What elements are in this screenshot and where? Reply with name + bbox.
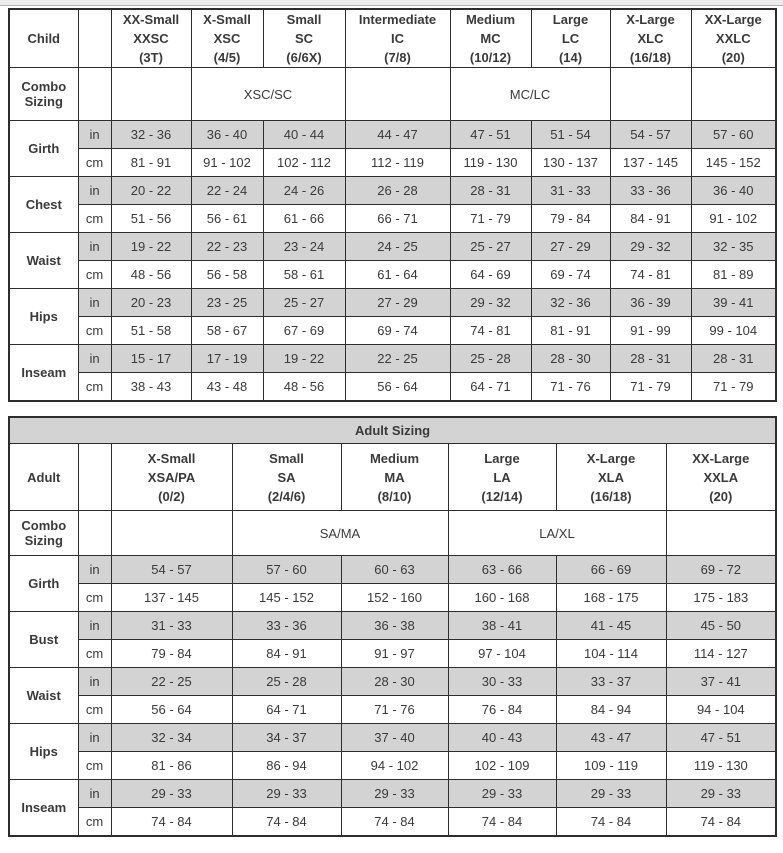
adult-measure-in-row [9,724,776,752]
size-value-cell: 104 - 114 [556,640,666,668]
size-name: X-Large [626,12,675,27]
child-header-row [9,9,776,68]
size-value-cell: 69 - 74 [531,261,610,289]
measurement-label: Girth [9,556,78,612]
size-value-cell: 36 - 40 [191,121,263,149]
child-measure-cm-row [9,261,776,289]
size-value-cell: 24 - 26 [263,177,345,205]
size-value-cell: 91 - 97 [341,640,448,668]
size-value-cell: 84 - 91 [610,205,691,233]
size-value-cell: 28 - 31 [691,345,776,373]
size-column-header [531,9,610,68]
unit-label-cm: cm [78,205,111,233]
size-column-header [345,9,450,68]
table-title: Adult Sizing [9,417,776,444]
unit-spacer-cell [78,68,111,121]
size-value-cell: 145 - 152 [691,149,776,177]
size-value-cell: 33 - 36 [610,177,691,205]
size-range: (10/12) [469,50,512,65]
size-column-header [666,444,776,511]
size-value-cell: 36 - 39 [610,289,691,317]
size-code: XLA [598,469,624,485]
size-value-cell: 74 - 84 [111,808,232,836]
size-value-cell: 71 - 79 [610,373,691,401]
size-value-cell: 64 - 71 [232,696,341,724]
size-value-cell: 33 - 37 [556,668,666,696]
size-range: (16/18) [629,50,672,65]
size-name: XX-Large [704,12,762,27]
measurement-label: Waist [9,668,78,724]
size-value-cell: 74 - 84 [556,808,666,836]
size-range: (20) [709,488,733,504]
adult-header-row [9,444,776,511]
child-measure-cm-row [9,317,776,345]
unit-header-cell [78,444,111,511]
measurement-label: Hips [9,724,78,780]
adult-measure-in-row [9,612,776,640]
size-value-cell: 81 - 89 [691,261,776,289]
size-value-cell: 51 - 56 [111,205,191,233]
size-name: Medium [369,450,420,466]
unit-label-cm: cm [78,752,111,780]
size-column-header [341,444,448,511]
size-range: (2/4/6) [267,488,306,504]
measurement-label: Inseam [9,780,78,836]
adult-title-row [9,417,776,444]
adult-measure-in-row [9,668,776,696]
size-value-cell: 56 - 64 [345,373,450,401]
size-value-cell: 25 - 27 [263,289,345,317]
size-value-cell: 56 - 58 [191,261,263,289]
size-value-cell: 57 - 60 [232,556,341,584]
size-value-cell: 66 - 69 [556,556,666,584]
unit-label-cm: cm [78,373,111,401]
size-value-cell: 94 - 102 [341,752,448,780]
size-code: LC [561,31,580,46]
size-name: X-Small [147,450,196,466]
size-value-cell: 81 - 86 [111,752,232,780]
unit-label-cm: cm [78,696,111,724]
size-value-cell: 137 - 145 [111,584,232,612]
size-name: Large [484,450,520,466]
size-value-cell: 112 - 119 [345,149,450,177]
size-value-cell: 36 - 40 [691,177,776,205]
size-value-cell: 86 - 94 [232,752,341,780]
adult-measure-cm-row [9,696,776,724]
unit-label-cm: cm [78,640,111,668]
size-value-cell: 20 - 22 [111,177,191,205]
size-name: X-Large [586,450,636,466]
combo-sizing-label: Combo Sizing [9,511,78,556]
size-value-cell: 48 - 56 [263,373,345,401]
size-value-cell: 29 - 33 [232,780,341,808]
size-code: XSA/PA [147,469,196,485]
measurement-label: Inseam [9,345,78,401]
combo-value-cell: MC/LC [450,68,610,121]
size-range: (6/6X) [286,50,322,65]
size-value-cell: 48 - 56 [111,261,191,289]
unit-label-cm: cm [78,261,111,289]
top-divider-bar [0,0,783,6]
unit-header-cell [78,9,111,68]
unit-label-cm: cm [78,149,111,177]
adult-measure-cm-row [9,584,776,612]
size-value-cell: 71 - 76 [531,373,610,401]
size-column-header [232,444,341,511]
size-value-cell: 32 - 36 [111,121,191,149]
size-value-cell: 56 - 64 [111,696,232,724]
unit-label-in: in [78,233,111,261]
size-value-cell: 38 - 41 [448,612,556,640]
size-code: MC [480,31,501,46]
size-range: (20) [721,50,745,65]
size-code: IC [391,31,404,46]
size-name: Large [552,12,589,27]
size-name: Small [286,12,322,27]
size-value-cell: 74 - 81 [610,261,691,289]
size-column-header [111,444,232,511]
child-measure-in-row [9,233,776,261]
adult-measure-cm-row [9,752,776,780]
child-group-label: Child [9,9,78,68]
combo-value-cell: SA/MA [232,511,448,556]
size-value-cell: 29 - 33 [666,780,776,808]
size-value-cell: 26 - 28 [345,177,450,205]
adult-measure-in-row [9,556,776,584]
size-value-cell: 25 - 28 [232,668,341,696]
size-value-cell: 54 - 57 [111,556,232,584]
size-value-cell: 24 - 25 [345,233,450,261]
size-value-cell: 19 - 22 [111,233,191,261]
size-value-cell: 37 - 40 [341,724,448,752]
size-value-cell: 43 - 48 [191,373,263,401]
size-column-header [610,9,691,68]
size-value-cell: 145 - 152 [232,584,341,612]
size-value-cell: 97 - 104 [448,640,556,668]
unit-label-cm: cm [78,808,111,836]
child-measure-cm-row [9,373,776,401]
size-code: XXLC [715,31,751,46]
size-value-cell: 22 - 25 [345,345,450,373]
size-value-cell: 60 - 63 [341,556,448,584]
size-code: SC [294,31,314,46]
size-range: (0/2) [158,488,185,504]
unit-label-in: in [78,121,111,149]
combo-value-cell [666,511,776,556]
size-value-cell: 130 - 137 [531,149,610,177]
size-value-cell: 31 - 33 [531,177,610,205]
measurement-label: Hips [9,289,78,345]
size-value-cell: 29 - 32 [450,289,531,317]
child-measure-in-row [9,289,776,317]
size-value-cell: 47 - 51 [450,121,531,149]
size-value-cell: 168 - 175 [556,584,666,612]
size-value-cell: 76 - 84 [448,696,556,724]
size-value-cell: 51 - 54 [531,121,610,149]
size-value-cell: 28 - 30 [341,668,448,696]
combo-value-cell [345,68,450,121]
size-value-cell: 102 - 112 [263,149,345,177]
size-value-cell: 91 - 102 [691,205,776,233]
size-value-cell: 34 - 37 [232,724,341,752]
size-range: (12/14) [481,488,523,504]
size-column-header [448,444,556,511]
size-range: (7/8) [384,50,411,65]
size-value-cell: 29 - 33 [111,780,232,808]
size-value-cell: 22 - 24 [191,177,263,205]
size-value-cell: 22 - 25 [111,668,232,696]
combo-value-cell: LA/XL [448,511,666,556]
child-combo-row [9,68,776,121]
size-column-header [111,9,191,68]
size-value-cell: 61 - 64 [345,261,450,289]
size-range: (16/18) [590,488,632,504]
size-name: XX-Small [122,12,180,27]
size-value-cell: 29 - 33 [448,780,556,808]
size-value-cell: 22 - 23 [191,233,263,261]
child-measure-in-row [9,121,776,149]
size-name: Intermediate [358,12,437,27]
unit-label-in: in [78,780,111,808]
size-value-cell: 114 - 127 [666,640,776,668]
unit-label-cm: cm [78,317,111,345]
size-value-cell: 25 - 27 [450,233,531,261]
size-column-header [263,9,345,68]
measurement-label: Waist [9,233,78,289]
combo-value-cell [610,68,691,121]
adult-group-label: Adult [9,444,78,511]
size-value-cell: 27 - 29 [345,289,450,317]
size-code: XLC [637,31,664,46]
unit-label-cm: cm [78,584,111,612]
size-value-cell: 54 - 57 [610,121,691,149]
size-value-cell: 57 - 60 [691,121,776,149]
size-value-cell: 19 - 22 [263,345,345,373]
size-value-cell: 71 - 79 [450,205,531,233]
size-value-cell: 39 - 41 [691,289,776,317]
size-code: LA [493,469,511,485]
size-value-cell: 44 - 47 [345,121,450,149]
size-value-cell: 69 - 72 [666,556,776,584]
size-value-cell: 36 - 38 [341,612,448,640]
size-value-cell: 74 - 84 [341,808,448,836]
size-value-cell: 160 - 168 [448,584,556,612]
size-code: XSC [213,31,241,46]
size-column-header [691,9,776,68]
size-value-cell: 37 - 41 [666,668,776,696]
size-value-cell: 119 - 130 [450,149,531,177]
size-value-cell: 31 - 33 [111,612,232,640]
size-value-cell: 67 - 69 [263,317,345,345]
child-sizing-table [8,8,777,402]
child-measure-cm-row [9,205,776,233]
size-column-header [556,444,666,511]
size-value-cell: 81 - 91 [111,149,191,177]
size-value-cell: 84 - 94 [556,696,666,724]
combo-value-cell [691,68,776,121]
adult-sizing-table [8,416,777,837]
size-column-header [450,9,531,68]
size-value-cell: 17 - 19 [191,345,263,373]
child-measure-cm-row [9,149,776,177]
size-value-cell: 71 - 76 [341,696,448,724]
size-range: (3T) [139,50,163,65]
size-value-cell: 81 - 91 [531,317,610,345]
size-value-cell: 32 - 34 [111,724,232,752]
measurement-label: Girth [9,121,78,177]
size-value-cell: 43 - 47 [556,724,666,752]
size-value-cell: 94 - 104 [666,696,776,724]
size-value-cell: 23 - 24 [263,233,345,261]
size-value-cell: 38 - 43 [111,373,191,401]
combo-value-cell: XSC/SC [191,68,345,121]
size-value-cell: 74 - 81 [450,317,531,345]
size-value-cell: 23 - 25 [191,289,263,317]
size-value-cell: 74 - 84 [448,808,556,836]
size-range: (4/5) [213,50,241,65]
adult-sizing-section [0,416,783,837]
size-code: MA [384,469,405,485]
size-range: (14) [558,50,583,65]
size-value-cell: 99 - 104 [691,317,776,345]
size-name: Small [269,450,304,466]
size-value-cell: 69 - 74 [345,317,450,345]
size-value-cell: 63 - 66 [448,556,556,584]
size-value-cell: 32 - 36 [531,289,610,317]
size-value-cell: 29 - 33 [556,780,666,808]
size-code: XXLA [703,469,739,485]
size-value-cell: 28 - 30 [531,345,610,373]
adult-measure-cm-row [9,640,776,668]
child-sizing-section [0,8,783,402]
size-value-cell: 58 - 67 [191,317,263,345]
size-name: X-Small [203,12,251,27]
size-value-cell: 79 - 84 [111,640,232,668]
size-value-cell: 91 - 99 [610,317,691,345]
unit-spacer-cell [78,511,111,556]
size-value-cell: 29 - 32 [610,233,691,261]
combo-sizing-label: Combo Sizing [9,68,78,121]
child-measure-in-row [9,177,776,205]
adult-measure-cm-row [9,808,776,836]
size-value-cell: 15 - 17 [111,345,191,373]
size-column-header [191,9,263,68]
unit-label-in: in [78,668,111,696]
adult-combo-row [9,511,776,556]
size-value-cell: 58 - 61 [263,261,345,289]
size-value-cell: 84 - 91 [232,640,341,668]
size-name: XX-Large [692,450,750,466]
size-value-cell: 40 - 44 [263,121,345,149]
size-value-cell: 29 - 33 [341,780,448,808]
size-name: Medium [465,12,516,27]
size-code: SA [277,469,296,485]
unit-label-in: in [78,289,111,317]
unit-label-in: in [78,556,111,584]
size-value-cell: 51 - 58 [111,317,191,345]
combo-value-cell [111,68,191,121]
measurement-label: Chest [9,177,78,233]
unit-label-in: in [78,345,111,373]
size-value-cell: 20 - 23 [111,289,191,317]
size-value-cell: 91 - 102 [191,149,263,177]
size-value-cell: 64 - 69 [450,261,531,289]
unit-label-in: in [78,177,111,205]
unit-label-in: in [78,612,111,640]
size-value-cell: 64 - 71 [450,373,531,401]
unit-label-in: in [78,724,111,752]
size-value-cell: 102 - 109 [448,752,556,780]
size-value-cell: 137 - 145 [610,149,691,177]
size-value-cell: 30 - 33 [448,668,556,696]
size-value-cell: 66 - 71 [345,205,450,233]
size-value-cell: 109 - 119 [556,752,666,780]
size-code: XXSC [133,31,169,46]
size-value-cell: 33 - 36 [232,612,341,640]
size-value-cell: 28 - 31 [610,345,691,373]
adult-measure-in-row [9,780,776,808]
size-value-cell: 71 - 79 [691,373,776,401]
measurement-label: Bust [9,612,78,668]
size-value-cell: 74 - 84 [666,808,776,836]
size-value-cell: 175 - 183 [666,584,776,612]
size-value-cell: 119 - 130 [666,752,776,780]
size-value-cell: 41 - 45 [556,612,666,640]
size-value-cell: 40 - 43 [448,724,556,752]
size-value-cell: 61 - 66 [263,205,345,233]
size-value-cell: 32 - 35 [691,233,776,261]
size-value-cell: 79 - 84 [531,205,610,233]
combo-value-cell [111,511,232,556]
size-range: (8/10) [377,488,412,504]
size-value-cell: 27 - 29 [531,233,610,261]
size-value-cell: 45 - 50 [666,612,776,640]
size-value-cell: 56 - 61 [191,205,263,233]
size-value-cell: 152 - 160 [341,584,448,612]
size-value-cell: 25 - 28 [450,345,531,373]
size-value-cell: 28 - 31 [450,177,531,205]
size-value-cell: 74 - 84 [232,808,341,836]
child-measure-in-row [9,345,776,373]
size-value-cell: 47 - 51 [666,724,776,752]
